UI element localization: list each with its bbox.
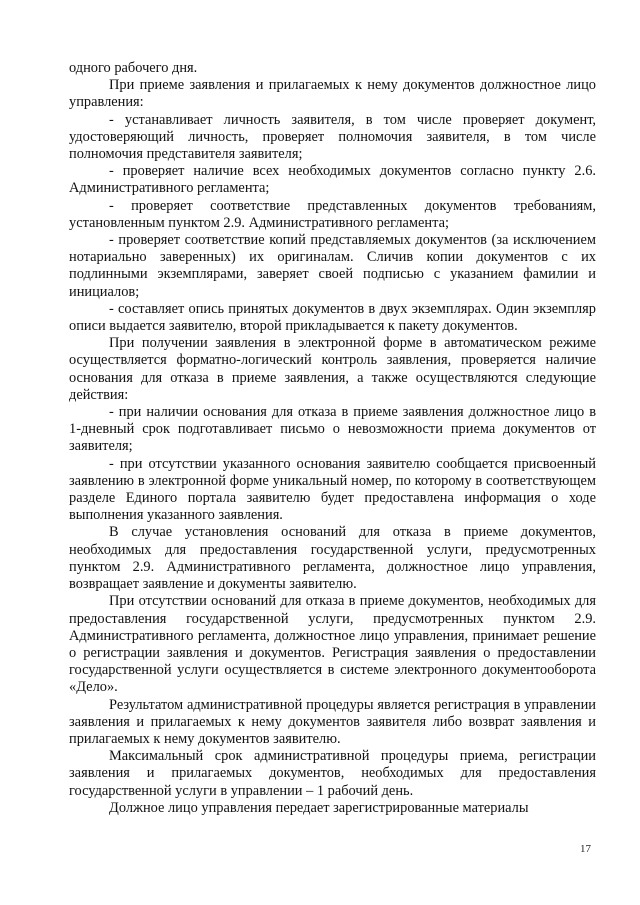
paragraph-registration-decision: При отсутствии оснований для отказа в приеме документов, необходимых для предоставления государственной услуги, предусмотренных пунктом 2.9. Административного регламента, должностное лицо управления, принимает решение о регистрации заявления и документов. Регистрация заявления о предоставлении государственной услуги осуществляется в системе электронного документооборота «Дело». [69,593,596,696]
list-item-documents-presence: - проверяет наличие всех необходимых документов согласно пункту 2.6. Административного регламента; [69,163,596,197]
paragraph-procedure-result: Результатом административной процедуры является регистрация в управлении заявления и прилагаемых к нему документов заявителя либо возврат заявления и прилагаемых к нему документов заявителю. [69,696,596,747]
list-item-requirements-check: - проверяет соответствие представленных документов требованиям, установленным пунктом 2.9. Административного регламента; [69,197,596,231]
document-body [69,60,596,817]
paragraph-intake-intro: При приеме заявления и прилагаемых к нему документов должностное лицо управления: [69,77,596,111]
paragraph-continuation: одного рабочего дня. [69,60,198,76]
list-item-refusal-letter: - при наличии основания для отказа в приеме заявления должностное лицо в 1-дневный срок подготавливает письмо о невозможности приема документов от заявителя; [69,404,596,455]
list-item-inventory: - составляет опись принятых документов в двух экземплярах. Один экземпляр описи выдается заявителю, второй прикладывается к пакету документов. [69,300,596,335]
list-item-copies-check: - проверяет соответствие копий представляемых документов (за исключением нотариально заверенных) их оригиналам. Сличив копии документов с их подлинными экземплярами, заверяет своей подписью с указанием фамилии и инициалов; [69,232,596,300]
paragraph-transfer-materials: Должное лицо управления передает зарегистрированные материалы [109,799,529,816]
list-item-unique-number: - при отсутствии указанного основания заявителю сообщается присвоенный заявлению в электронной форме уникальный номер, по которому в соответствующем разделе Единого портала заявителю будет предоставлена информация о ходе выполнения указанного заявления. [69,455,596,524]
page-number: 17 [580,843,591,855]
paragraph-refusal-grounds: В случае установления оснований для отказа в приеме документов, необходимых для предоставления государственной услуги, предусмотренных пунктом 2.9. Административного регламента, должностное лицо управления, возвращает заявление и документы заявителю. [69,524,596,593]
paragraph-max-duration: Максимальный срок административной процедуры приема, регистрации заявления и прилагаемых документов, необходимых для предоставления государственной услуги в управлении – 1 рабочий день. [69,748,596,799]
list-item-identity-check: - устанавливает личность заявителя, в том числе проверяет документ, удостоверяющий личность, проверяет полномочия заявителя, в том числе полномочия представителя заявителя; [69,111,596,163]
paragraph-electronic-intake: При получении заявления в электронной форме в автоматическом режиме осуществляется форматно-логический контроль заявления, проверяется наличие основания для отказа в приеме заявления, а также осуществляются следующие действия: [69,335,596,403]
